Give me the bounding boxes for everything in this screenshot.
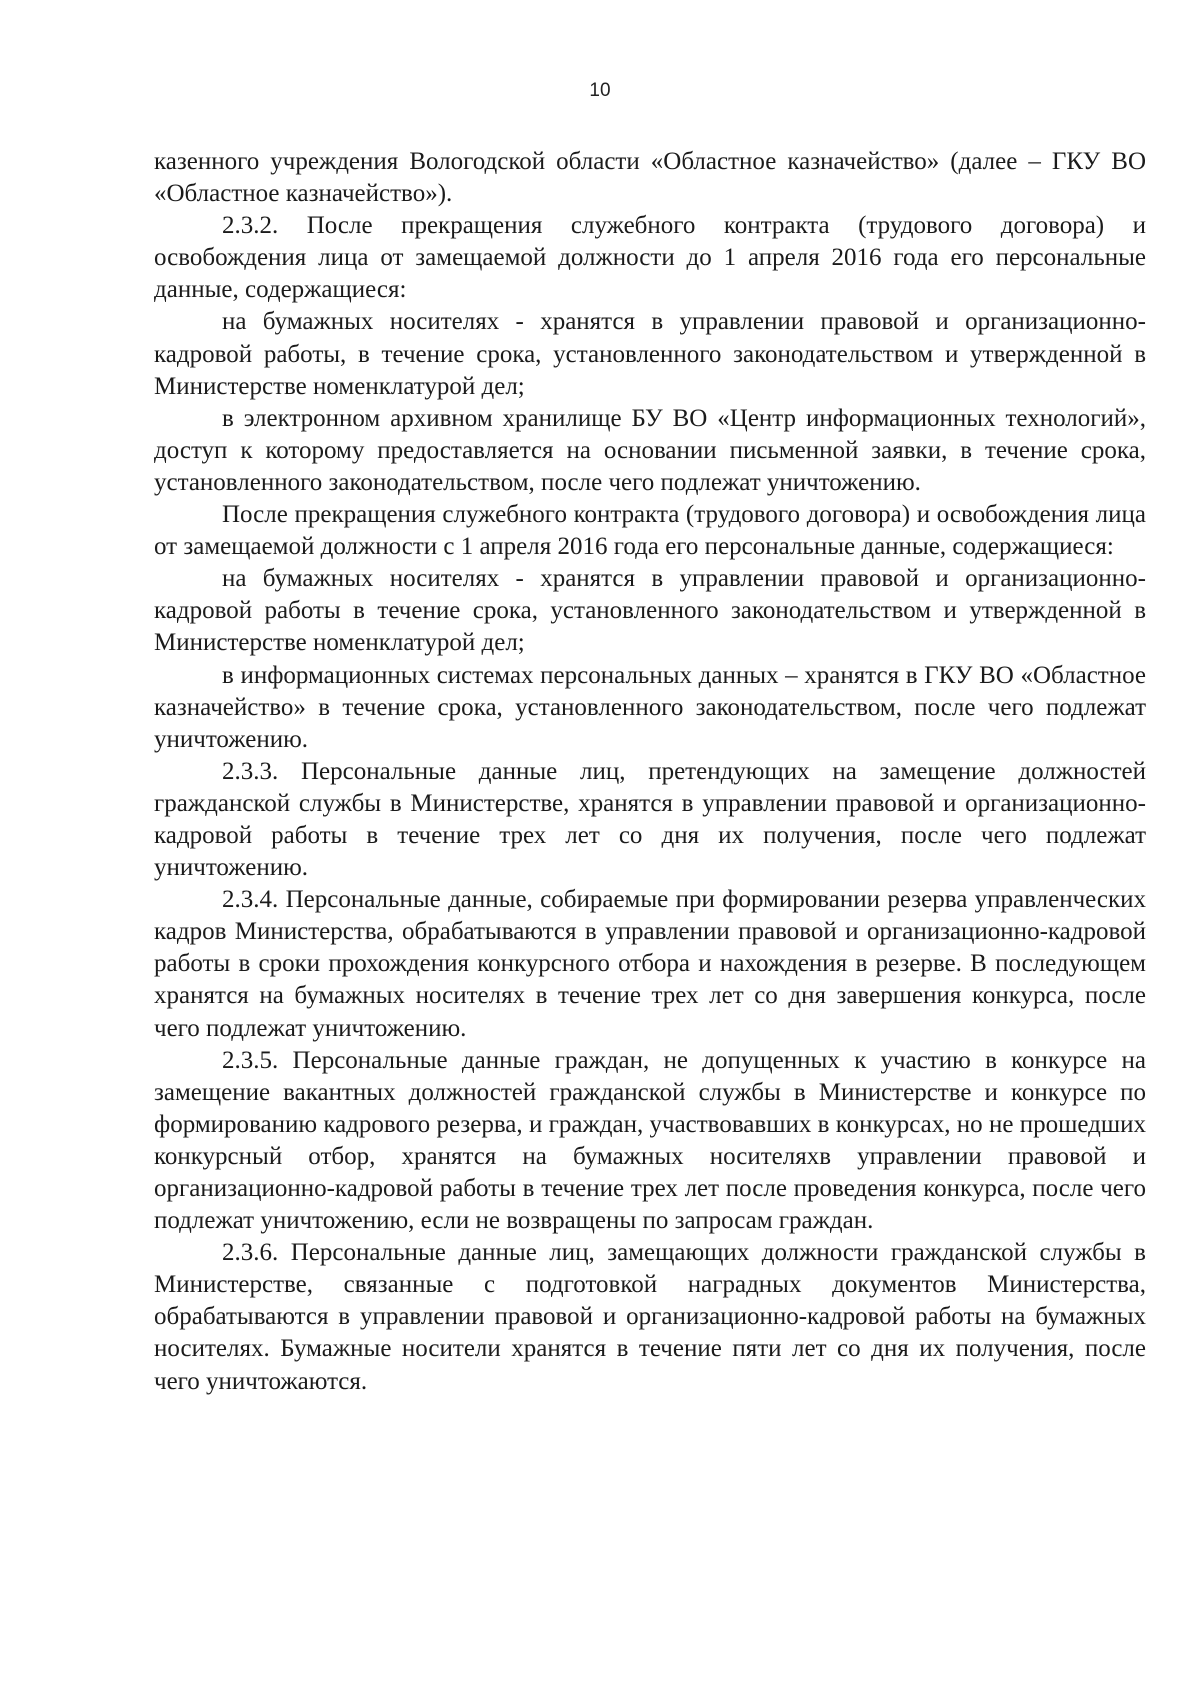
paragraph-after-2016-intro: После прекращения служебного контракта (трудового договора) и освобождения лица от замещаемой должности с 1 апреля 2016 года его персональные данные, содержащиеся: — [154, 501, 1146, 561]
paragraph-2-3-2: 2.3.2. После прекращения служебного контракта (трудового договора) и освобождения лица от замещаемой должности до 1 апреля 2016 года его персональные данные, содержащиеся: — [154, 212, 1146, 304]
paragraph-continuation: казенного учреждения Вологодской области «Областное казначейство» (далее – ГКУ ВО «Областное казначейство»). — [154, 148, 1146, 208]
paragraph-electronic-archive: в электронном архивном хранилище БУ ВО «Центр информационных технологий», доступ к которому предоставляется на основании письменной заявки, в течение срока, установленного законодательством, после чего подлежат уничтожению. — [154, 404, 1146, 496]
paragraph-2-3-4: 2.3.4. Персональные данные, собираемые при формировании резерва управленческих кадров Министерства, обрабатываются в управлении правовой и организационно-кадровой работы в сроки прохождения конкурсного отбора и нахождения в резерве. В последующем хранятся на бумажных носителях в течение трех лет со дня завершения конкурса, после чего подлежат уничтожению. — [154, 886, 1146, 1042]
document-body — [154, 146, 1146, 1398]
paragraph-2-3-5: 2.3.5. Персональные данные граждан, не допущенных к участию в конкурсе на замещение вакантных должностей гражданской службы в Министерстве и конкурсе по формированию кадрового резерва, и граждан, участвовавших в конкурсах, но не прошедших конкурсный отбор, хранятся на бумажных носителяхв управлении правовой и организационно-кадровой работы в течение трех лет после проведения конкурса, после чего подлежат уничтожению, если не возвращены по запросам граждан. — [154, 1046, 1146, 1235]
paragraph-paper-storage-after-2016: на бумажных носителях - хранятся в управлении правовой и организационно-кадровой работы в течение срока, установленного законодательством и утвержденной в Министерстве номенклатурой дел; — [154, 565, 1146, 657]
paragraph-2-3-3: 2.3.3. Персональные данные лиц, претендующих на замещение должностей гражданской службы в Министерстве, хранятся в управлении правовой и организационно-кадровой работы в течение трех лет со дня их получения, после чего подлежат уничтожению. — [154, 757, 1146, 882]
page-number: 10 — [589, 80, 611, 101]
paragraph-information-systems: в информационных системах персональных данных – хранятся в ГКУ ВО «Областное казначейство» в течение срока, установленного законодательством, после чего подлежат уничтожению. — [154, 661, 1146, 753]
paragraph-paper-storage-before-2016: на бумажных носителях - хранятся в управлении правовой и организационно-кадровой работы, в течение срока, установленного законодательством и утвержденной в Министерстве номенклатурой дел; — [154, 308, 1146, 400]
paragraph-2-3-6: 2.3.6. Персональные данные лиц, замещающих должности гражданской службы в Министерстве, связанные с подготовкой наградных документов Министерства, обрабатываются в управлении правовой и организационно-кадровой работы на бумажных носителях. Бумажные носители хранятся в течение пяти лет со дня их получения, после чего уничтожаются. — [154, 1239, 1146, 1395]
